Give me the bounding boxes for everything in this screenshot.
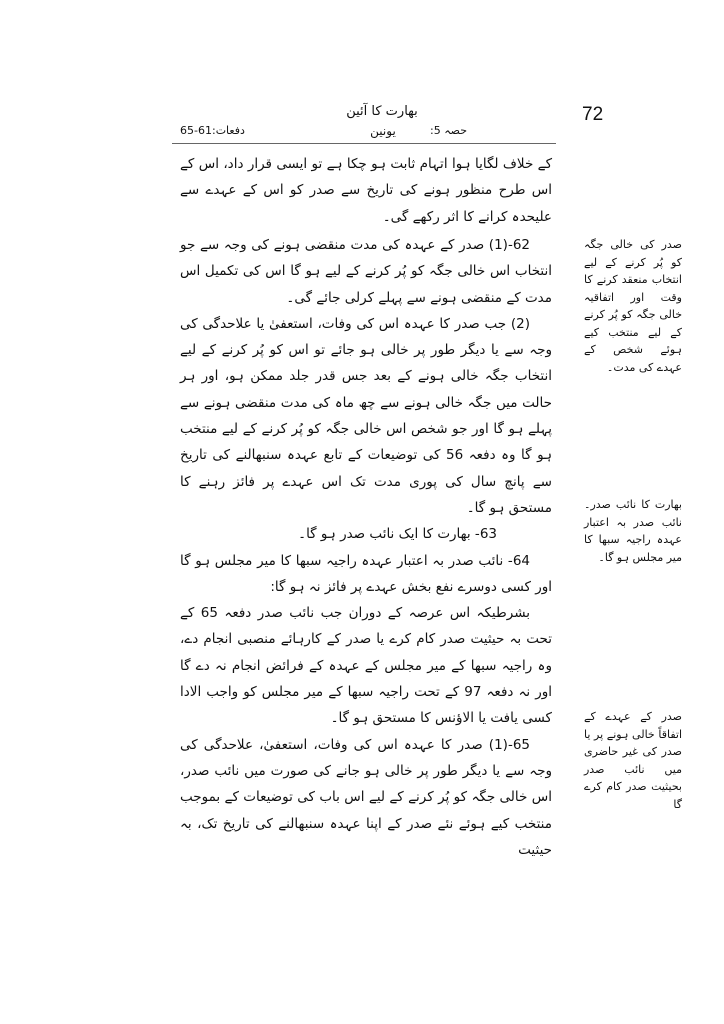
body-block-2 (180, 232, 552, 863)
header-chapter: یونین (370, 124, 396, 138)
header-rule (172, 143, 556, 144)
margin-note-65: صدر کے عہدے کے اتفاقاً خالی ہونے پر یا صدر کی غیر حاضری میں نائب صدر بحیثیت صدر کام کرے گا (584, 710, 682, 811)
paragraph-64: 64- نائب صدر بہ اعتبار عہدہ راجیہ سبھا کا میر مجلس ہو گا اور کسی دوسرے نفع بخش عہدے پر فائز نہ ہو گا: (180, 552, 552, 595)
page-number: 72 (582, 104, 604, 125)
header-title: بھارت کا آئین (346, 104, 418, 119)
body-block-1 (180, 151, 552, 230)
margin-note-63-64: بھارت کا نائب صدر۔ نائب صدر بہ اعتبار عہدہ راجیہ سبھا کا میر مجلس ہو گا۔ (584, 498, 682, 564)
paragraph-64-proviso: بشرطیکہ اس عرصہ کے دوران جب نائب صدر دفعہ 65 کے تحت بہ حیثیت صدر کام کرے یا صدر کے کارہائے منصبی انجام دے، وہ راجیہ سبھا کے میر مجلس کے عہدہ کے فرائض انجام نہ دے گا اور نہ دفعہ 97 کے تحت راجیہ سبھا کے میر مجلس کو واجب الادا کسی یافت یا الاؤنس کا مستحق ہو گا۔ (180, 605, 553, 727)
paragraph-62-1: 62-(1) صدر کے عہدہ کی مدت منقضی ہونے کی وجہ سے جو انتخاب اس خالی جگہ کو پُر کرنے کے لیے ہو گا اس کی تکمیل اس مدت کے منقضی ہونے سے پہلے کرلی جائے گی۔ (180, 237, 552, 306)
header-sections: دفعات:61-65 (180, 124, 245, 137)
paragraph-63: 63- بھارت کا ایک نائب صدر ہو گا۔ (298, 526, 497, 543)
margin-note-62: صدر کی خالی جگہ کو پُر کرنے کے لیے انتخاب منعقد کرنے کا وقت اور اتفاقیہ خالی جگہ کو پُر کرنے کے لیے منتخب کیے ہوئے شخص کے عہدے کی مدت۔ (584, 238, 682, 374)
paragraph-61-end: کے خلاف لگایا ہوا اتہام ثابت ہو چکا ہے تو ایسی قرار داد، اس کے اس طرح منظور ہونے کی تاریخ سے صدر کو اس کے عہدے سے علیحدہ کرانے کا اثر رکھے گی۔ (180, 156, 552, 225)
paragraph-62-2: (2) جب صدر کا عہدہ اس کی وفات، استعفیٰ یا علاحدگی کی وجہ سے یا دیگر طور پر خالی ہو جائے تو اس کو پُر کرنے کے لیے انتخاب جگہ خالی ہونے کے بعد جس قدر جلد ممکن ہو، اور ہر حالت میں جگہ خالی ہونے سے چھ ماہ کی مدت منقضی ہونے سے پہلے ہو گا اور جو شخص اس خالی جگہ کو پُر کرنے کے لیے منتخب ہو گا وہ دفعہ 56 کی توضیعات کے تابع عہدہ سنبھالنے کی تاریخ سے پانچ سال کی پوری مدت تک اس عہدے پر فائز رہنے کا مستحق ہو گا۔ (180, 315, 552, 516)
paragraph-65-1: 65-(1) صدر کا عہدہ اس کی وفات، استعفیٰ، علاحدگی کی وجہ سے یا دیگر طور پر خالی ہو جانے کی صورت میں نائب صدر، اس خالی جگہ کو پُر کرنے کے لیے اس باب کی توضیعات کے بموجب منتخب کیے ہوئے نئے صدر کے اپنا عہدہ سنبھالنے کی تاریخ تک، بہ حیثیت (180, 736, 552, 858)
header-part: حصہ 5: (430, 124, 467, 137)
